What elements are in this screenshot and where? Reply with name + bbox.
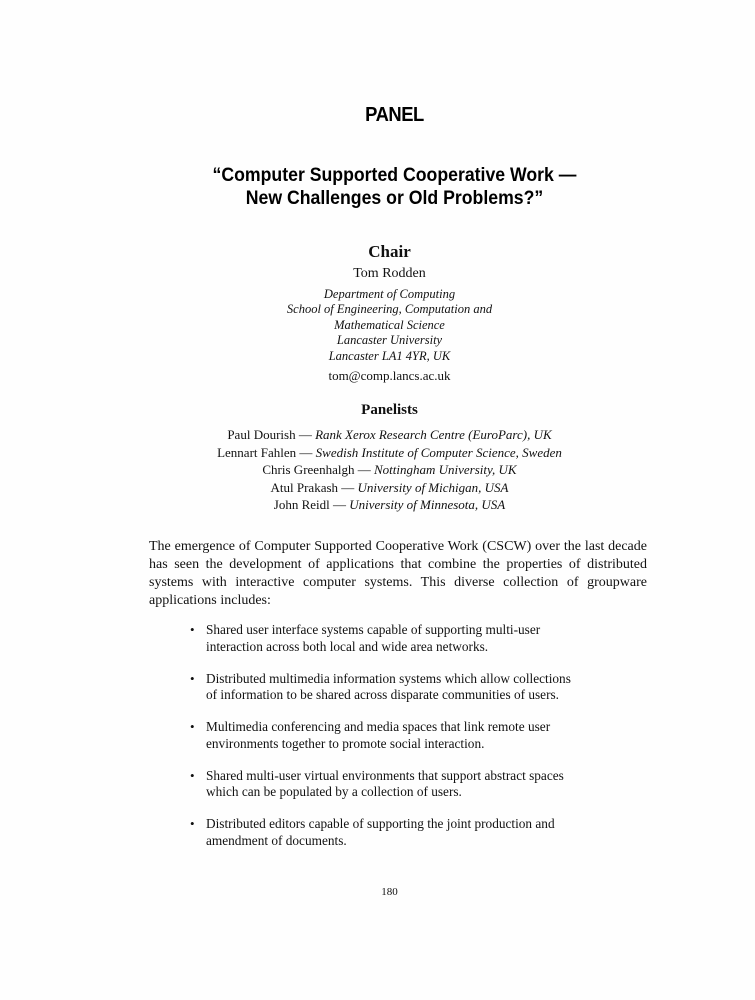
list-item	[188, 719, 608, 768]
panelists-heading: Panelists	[361, 402, 418, 418]
bullet-icon: •	[190, 622, 195, 637]
chair-name: Tom Rodden	[353, 266, 426, 281]
application-list	[188, 622, 608, 865]
chair-email: tom@comp.lancs.ac.uk	[328, 368, 451, 383]
intro-paragraph: The emergence of Computer Supported Cooperative Work (CSCW) over the last decade has seen the development of applications that combine the properties of distributed systems with interactive computer systems. This diverse collection of groupware applications includes:	[149, 539, 647, 608]
panelist-separator: —	[329, 497, 350, 512]
panelist-entry	[12, 479, 755, 497]
panelist-entry	[12, 444, 755, 462]
panelist-entry	[12, 496, 755, 514]
list-item-line: of information to be shared across disparate communities of users.	[206, 687, 560, 703]
bullet-icon: •	[190, 670, 195, 686]
list-item-line: interaction across both local and wide area networks.	[206, 638, 489, 654]
list-item	[188, 622, 608, 671]
panelist-institution: Rank Xerox Research Centre (EuroParc), UK	[315, 427, 552, 442]
list-item-line: amendment of documents.	[206, 832, 347, 848]
affiliation-line: School of Engineering, Computation and	[286, 302, 493, 317]
list-item-line: Shared multi-user virtual environments that support abstract spaces	[206, 767, 564, 783]
panelist-name: Atul Prakash	[270, 479, 339, 495]
title-line-2: New Challenges or Old Problems?”	[245, 188, 544, 209]
panelist-name: John Reidl	[273, 497, 330, 512]
list-item-line: Distributed multimedia information systems which allow collections	[206, 670, 571, 686]
title-line-1: “Computer Supported Cooperative Work —	[212, 165, 577, 186]
panelist-name: Paul Dourish	[227, 427, 296, 442]
panelist-separator: —	[354, 462, 374, 477]
affiliation-line: Lancaster University	[336, 333, 443, 348]
bullet-icon: •	[190, 767, 195, 783]
list-item-line: environments together to promote social interaction.	[206, 735, 485, 751]
list-item-line: which can be populated by a collection of users.	[206, 784, 462, 800]
bullet-icon: •	[190, 816, 195, 832]
panel-title	[43, 164, 745, 210]
list-item	[188, 768, 608, 817]
bullet-icon: •	[190, 719, 195, 735]
panelist-separator: —	[338, 479, 358, 495]
list-item-line: Shared user interface systems capable of supporting multi-user	[206, 622, 541, 637]
panelist-separator: —	[296, 444, 316, 460]
list-item-line: Multimedia conferencing and media spaces that link remote user	[206, 719, 551, 735]
panelist-separator: —	[295, 427, 316, 442]
chair-affiliation	[12, 287, 755, 364]
list-item-line: Distributed editors capable of supporting the joint production and	[206, 816, 555, 832]
list-item	[188, 671, 608, 720]
affiliation-line: Department of Computing	[323, 287, 456, 301]
panelist-name: Chris Greenhalgh	[262, 462, 355, 477]
panelist-institution: University of Minnesota, USA	[349, 497, 506, 512]
panelist-entry	[12, 426, 755, 444]
panelist-institution: Swedish Institute of Computer Science, Sweden	[315, 444, 562, 460]
panelist-name: Lennart Fahlen	[217, 444, 297, 460]
panelist-institution: University of Michigan, USA	[357, 479, 509, 495]
panelist-institution: Nottingham University, UK	[373, 462, 517, 477]
list-item	[188, 816, 608, 865]
affiliation-line: Lancaster LA1 4YR, UK	[328, 348, 451, 363]
chair-heading: Chair	[368, 242, 411, 261]
panel-label: PANEL	[365, 104, 424, 126]
affiliation-line: Mathematical Science	[334, 317, 445, 332]
page-number: 180	[381, 886, 398, 898]
panelist-entry	[12, 461, 755, 479]
panelists-list	[12, 426, 755, 514]
